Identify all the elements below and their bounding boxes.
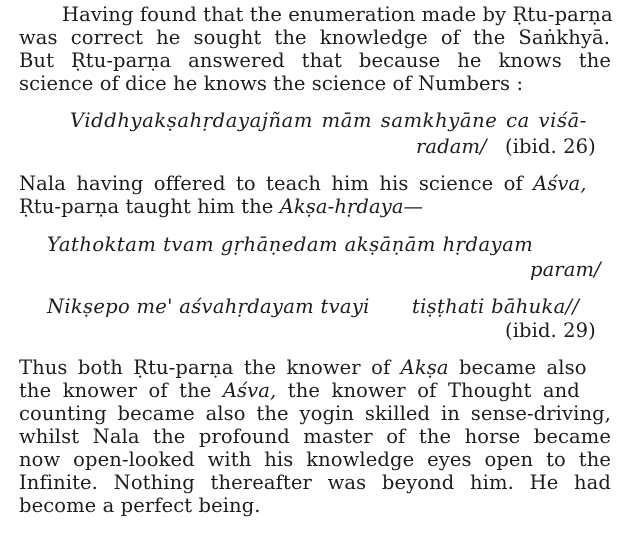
term-aksa-hrdaya: Akṣa-hṛdaya— [279,195,424,218]
paragraph-1-line-3: But Ṛtu-parṇa answered that because he knows the [19,49,611,72]
paragraph-3-line-1 [19,357,587,379]
verse-2-line-3a: Nikṣepo me' aśvahṛdayam tvayi [47,295,370,318]
paragraph-3-line-7: become a perfect being. [19,494,261,517]
paragraph-3-line-3: counting became also the yogin skilled in sense-driving, [19,402,611,425]
paragraph-3-line-1-text: Thus both Ṛtu-parṇa the knower of [19,356,401,379]
paragraph-3-line-6: Infinite. Nothing thereafter was beyond him. He had [19,471,611,494]
paragraph-1-line-2: was correct he sought the knowledge of the Saṅkhyā. [19,26,610,49]
paragraph-2-line-1-text: Nala having offered to teach him his science of [19,172,534,195]
verse-1-line-1: Viddhyakṣahṛdayajñam mām samkhyāne ca viśā- [70,109,587,132]
paragraph-2-line-2-text: Ṛtu-parṇa taught him the [19,195,280,218]
verse-2-line-2: param/ [530,258,601,281]
paragraph-2-line-1 [19,173,587,195]
paragraph-3-line-1-end: became also [448,356,587,379]
paragraph-1-line-1: Having found that the enumeration made by Ṛtu-parṇa [62,3,613,26]
paragraph-1-line-4: science of dice he knows the science of Numbers : [19,72,524,95]
verse-2-line-1: Yathoktam tvam gṛhāṇedam akṣāṇām hṛdayam [47,233,534,256]
term-asva-2: Aśva, [222,379,277,402]
term-asva: Aśva, [533,172,587,195]
verse-1-line-2 [416,136,487,158]
paragraph-3-line-2 [19,380,580,402]
paragraph-3-line-2-text: the knower of the [19,379,223,402]
paragraph-2-line-2 [19,196,423,218]
verse-2-reference: (ibid. 29) [505,319,596,342]
paragraph-3-line-2-end: the knower of Thought and [276,379,580,402]
verse-1-reference: (ibid. 26) [505,135,596,158]
verse-1-continuation: radam/ [416,135,487,158]
paragraph-3-line-5: now open-looked with his knowledge eyes open to the [19,448,611,471]
term-aksa: Akṣa [400,356,449,379]
verse-2-line-3b: tiṣṭhati bāhuka// [412,295,580,318]
paragraph-3-line-4: whilst Nala the profound master of the horse became [19,425,611,448]
